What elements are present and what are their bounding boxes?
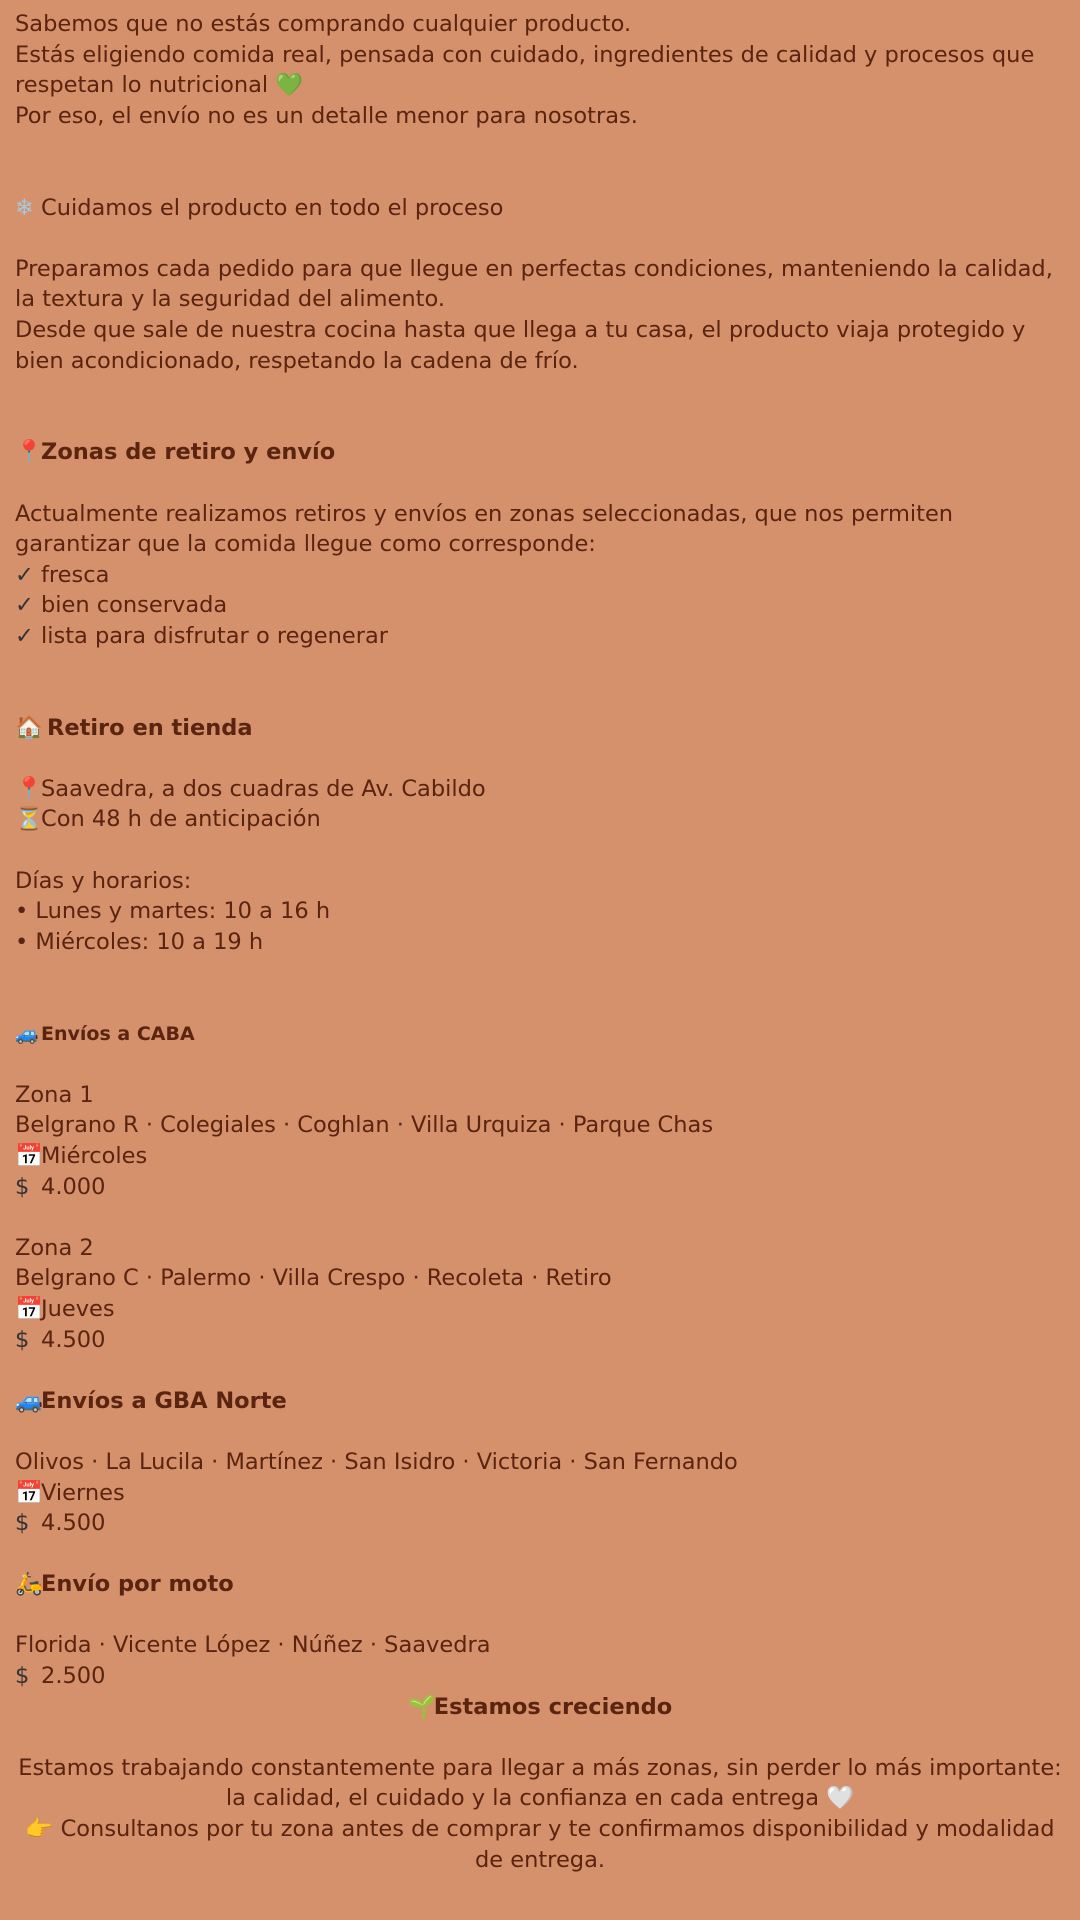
zones-heading-text: Zonas de retiro y envío — [41, 439, 336, 466]
moto-areas: Florida · Vicente López · Núñez · Saavedra — [15, 1632, 491, 1659]
pointing-hand-icon: 👉 — [25, 1816, 54, 1843]
caba-zone-1-areas: Belgrano R · Colegiales · Coghlan · Villa Urquiza · Parque Chas — [15, 1112, 714, 1139]
snowflake-icon: ❄ — [15, 194, 34, 221]
pin-icon: 📍 — [15, 775, 44, 802]
dollar-icon: $ — [15, 1173, 30, 1200]
pin-icon: 📍 — [15, 439, 44, 466]
pickup-notice — [15, 804, 1065, 835]
caba-heading-text: Envíos a CABA — [41, 1022, 195, 1045]
caba-zone-2-name: Zona 2 — [15, 1234, 94, 1261]
check-item-text: lista para disfrutar o regenerar — [41, 622, 388, 649]
check-item — [15, 590, 1065, 621]
white-heart-icon: 🤍 — [826, 1785, 855, 1812]
caba-zone-1-day-text: Miércoles — [41, 1142, 148, 1169]
gba-heading — [15, 1386, 1065, 1417]
check-item-text: bien conservada — [41, 592, 228, 619]
dollar-icon: $ — [15, 1663, 30, 1690]
green-heart-icon: 💚 — [275, 72, 304, 99]
check-item-text: fresca — [41, 561, 110, 588]
pickup-location-text: Saavedra, a dos cuadras de Av. Cabildo — [41, 775, 486, 802]
pickup-location — [15, 774, 1065, 805]
pickup-hours-label: Días y horarios: — [15, 867, 192, 894]
gba-day-text: Viernes — [41, 1479, 125, 1506]
moto-heading-text: Envío por moto — [41, 1571, 234, 1598]
check-icon: ✓ — [15, 561, 34, 588]
calendar-icon: 📅 — [15, 1479, 44, 1506]
scooter-icon: 🛵 — [15, 1571, 44, 1598]
check-icon: ✓ — [15, 622, 34, 649]
dollar-icon: $ — [15, 1510, 30, 1537]
intro-line-1: Sabemos que no estás comprando cualquier producto. — [15, 11, 632, 37]
pickup-hours-item: • Lunes y martes: 10 a 16 h — [15, 898, 331, 925]
growing-heading — [15, 1692, 1065, 1723]
growing-paragraph-2-text: Consultanos por tu zona antes de comprar y te confirmamos disponibilidad y modalidad de entrega. — [60, 1816, 1055, 1873]
care-heading — [15, 193, 1065, 224]
zones-heading — [15, 437, 1065, 468]
growing-paragraph-1 — [15, 1753, 1065, 1814]
care-paragraph-1: Preparamos cada pedido para que llegue en perfectas condiciones, manteniendo la calidad, la textura y la seguridad del alimento. — [15, 255, 1053, 313]
care-heading-text: Cuidamos el producto en todo el proceso — [41, 194, 504, 221]
moto-price-text: 2.500 — [41, 1663, 106, 1690]
calendar-icon: 📅 — [15, 1142, 44, 1169]
growing-paragraph-1-text: Estamos trabajando constantemente para llegar a más zonas, sin perder lo más importante: la calidad, el cuidado y la confianza en cada entrega — [18, 1754, 1062, 1812]
caba-zone-1-price — [15, 1172, 1065, 1203]
caba-zone-2-day-text: Jueves — [41, 1295, 115, 1322]
intro-line-3: Por eso, el envío no es un detalle menor para nosotras. — [15, 102, 638, 129]
caba-zone-2-day — [15, 1294, 1065, 1325]
caba-zone-1-name: Zona 1 — [15, 1081, 94, 1108]
dollar-icon: $ — [15, 1326, 30, 1353]
pickup-hours-item: • Miércoles: 10 a 19 h — [15, 928, 264, 955]
car-icon: 🚙 — [15, 1387, 44, 1414]
care-paragraph-2: Desde que sale de nuestra cocina hasta que llega a tu casa, el producto viaja protegido y bien acondicionado, respetando la cadena de frío. — [15, 316, 1026, 374]
caba-heading — [15, 1019, 1065, 1050]
growing-paragraph-2 — [15, 1814, 1065, 1875]
house-icon: 🏠 — [15, 714, 44, 741]
moto-heading — [15, 1569, 1065, 1600]
caba-zone-2-price-text: 4.500 — [41, 1326, 106, 1353]
intro-line-2-text: Estás eligiendo comida real, pensada con cuidado, ingredientes de calidad y procesos que respetan lo nutricional — [15, 41, 1035, 99]
check-item — [15, 560, 1065, 591]
check-item — [15, 621, 1065, 652]
intro-line-2 — [15, 40, 1065, 101]
pickup-heading-text: Retiro en tienda — [47, 714, 253, 741]
calendar-icon: 📅 — [15, 1295, 44, 1322]
gba-areas: Olivos · La Lucila · Martínez · San Isidro · Victoria · San Fernando — [15, 1448, 738, 1475]
gba-price-text: 4.500 — [41, 1510, 106, 1537]
moto-price — [15, 1661, 1065, 1692]
car-icon: 🚙 — [15, 1022, 39, 1045]
caba-zone-1-price-text: 4.000 — [41, 1173, 106, 1200]
sprout-icon: 🌱 — [407, 1693, 436, 1720]
check-icon: ✓ — [15, 592, 34, 619]
caba-zone-1-day — [15, 1141, 1065, 1172]
gba-heading-text: Envíos a GBA Norte — [41, 1387, 287, 1414]
caba-zone-2-price — [15, 1325, 1065, 1356]
hourglass-icon: ⏳ — [15, 806, 44, 833]
gba-day — [15, 1478, 1065, 1509]
growing-heading-text: Estamos creciendo — [433, 1693, 673, 1720]
pickup-notice-text: Con 48 h de anticipación — [41, 806, 321, 833]
zones-intro: Actualmente realizamos retiros y envíos en zonas seleccionadas, que nos permiten garantizar que la comida llegue como corresponde: — [15, 500, 954, 558]
gba-price — [15, 1508, 1065, 1539]
pickup-heading — [15, 713, 1065, 744]
caba-zone-2-areas: Belgrano C · Palermo · Villa Crespo · Recoleta · Retiro — [15, 1265, 612, 1292]
